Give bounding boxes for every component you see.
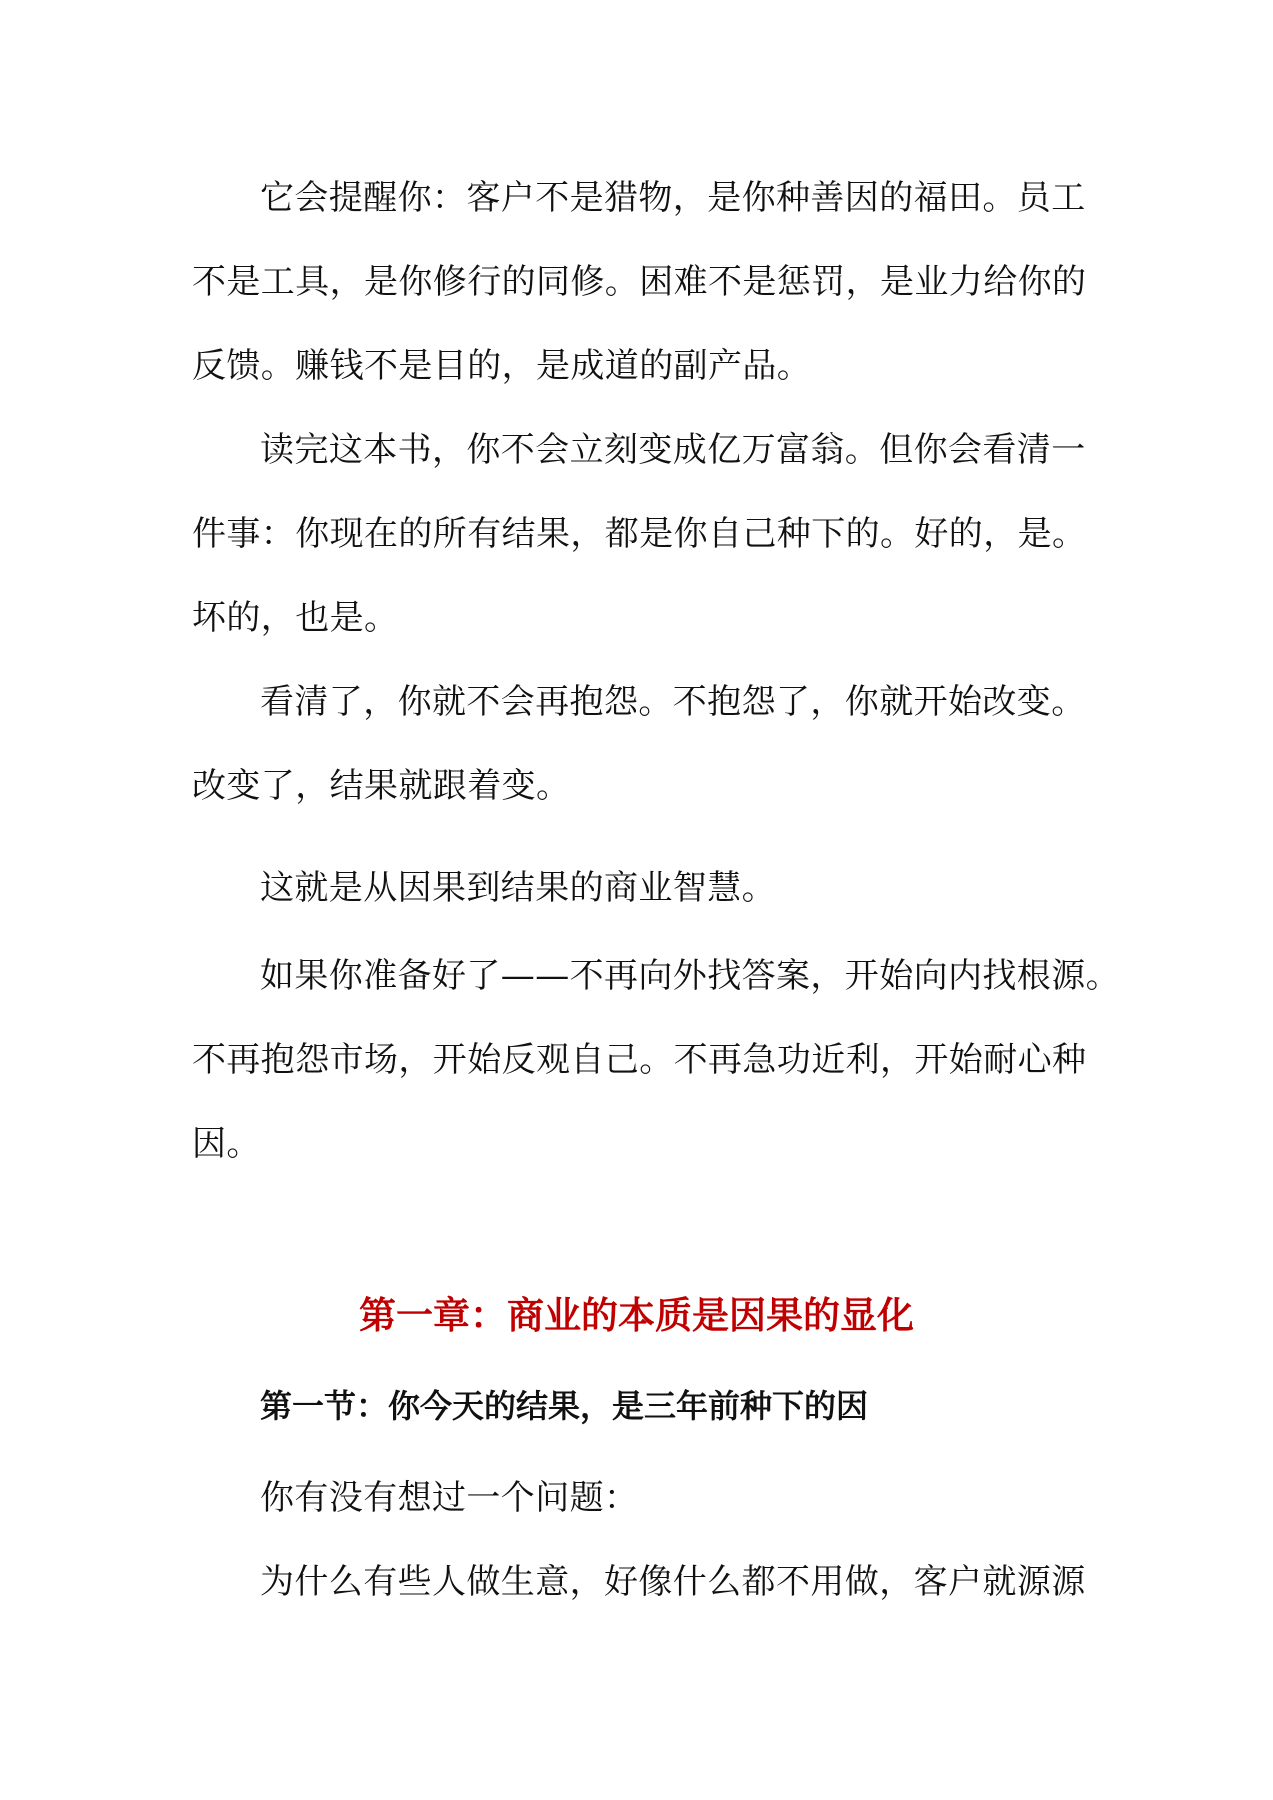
chapter-title: 第一章：商业的本质是因果的显化 [359, 1294, 914, 1337]
paragraph-2 [192, 408, 1092, 660]
paragraph-5 [192, 934, 1120, 1186]
paragraph-line: 不是工具，是你修行的同修。困难不是惩罚，是业力给你的 [192, 262, 1087, 302]
paragraph-line: 反馈。赚钱不是目的，是成道的副产品。 [192, 346, 812, 386]
paragraph-line: 读完这本书，你不会立刻变成亿万富翁。但你会看清一 [260, 430, 1086, 470]
paragraph-6 [192, 1456, 1092, 1540]
paragraph-line: 不再抱怨市场，开始反观自己。不再急功近利，开始耐心种 [192, 1040, 1087, 1080]
paragraph-line: 它会提醒你：客户不是猎物，是你种善因的福田。员工 [260, 178, 1086, 218]
paragraph-line: 这就是从因果到结果的商业智慧。 [260, 868, 776, 908]
paragraph-line: 你有没有想过一个问题： [260, 1478, 639, 1518]
paragraph-line: 为什么有些人做生意，好像什么都不用做，客户就源源 [260, 1562, 1086, 1602]
paragraph-line: 坏的，也是。 [192, 598, 399, 638]
paragraph-1 [192, 156, 1092, 408]
paragraph-line: 看清了，你就不会再抱怨。不抱怨了，你就开始改变。 [260, 682, 1086, 722]
paragraph-line: 改变了，结果就跟着变。 [192, 766, 571, 806]
paragraph-line: 因。 [192, 1124, 261, 1164]
paragraph-7 [192, 1540, 1092, 1624]
section-title: 第一节：你今天的结果，是三年前种下的因 [260, 1387, 869, 1425]
paragraph-4 [192, 846, 1092, 930]
paragraph-3 [192, 660, 1092, 828]
paragraph-line: 如果你准备好了——不再向外找答案，开始向内找根源。 [260, 956, 1120, 996]
paragraph-line: 件事：你现在的所有结果，都是你自己种下的。好的，是。 [192, 514, 1087, 554]
